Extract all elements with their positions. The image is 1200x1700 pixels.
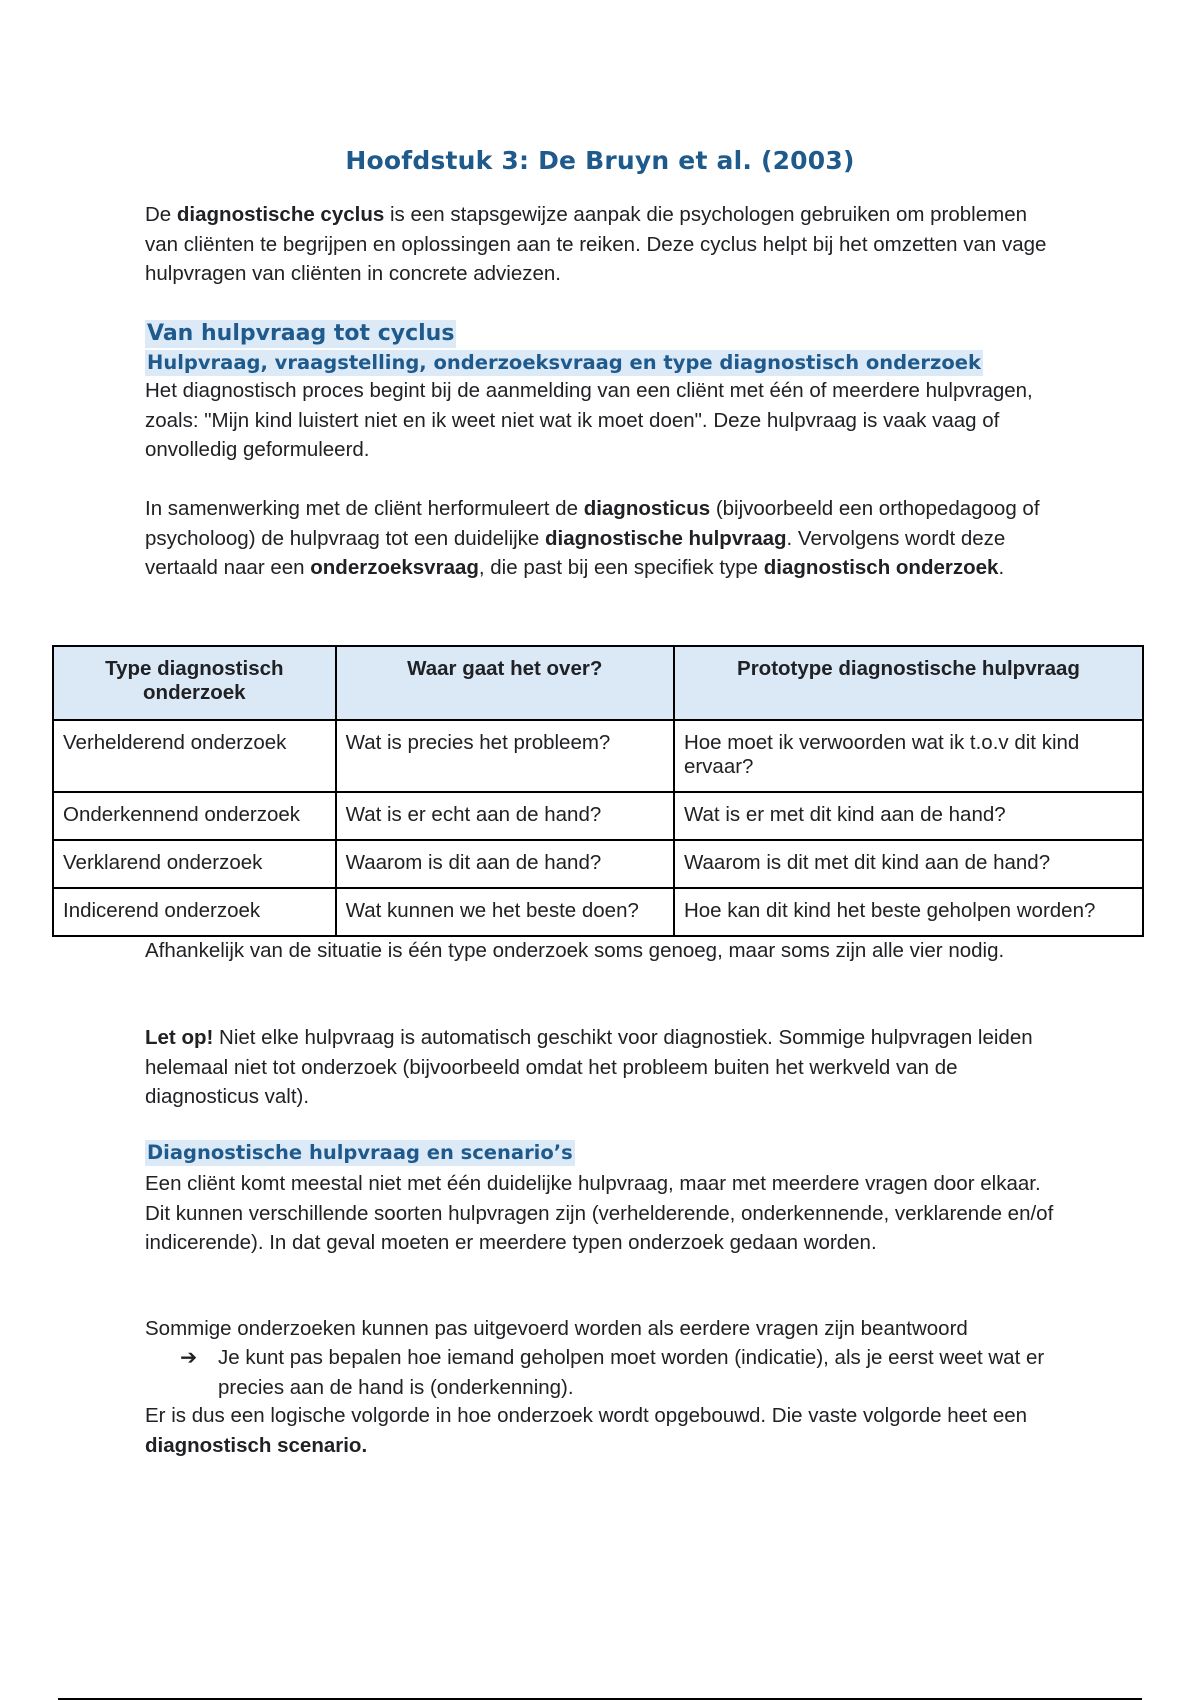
section-heading-1: Van hulpvraag tot cyclus [147,321,455,346]
table-row [53,840,1143,888]
intro-text: is een stapsgewijze aanpak die psychologen gebruiken om problemen van cliënten te begrijpen en oplossingen aan te reiken. Deze cyclus helpt bij het omzetten van vage hulpvragen van cliënten in concrete adviezen. [145,203,1047,285]
section-subheading-1: Hulpvraag, vraagstelling, onderzoeksvraag en type diagnostisch onderzoek [147,351,981,374]
bold-term: diagnostische hulpvraag [545,526,787,550]
table-cell: Indicerend onderzoek [53,888,336,936]
intro-paragraph [145,200,1065,289]
para-text: Er is dus een logische volgorde in hoe onderzoek wordt opgebouwd. Die vaste volgorde heet een [145,1404,1028,1427]
table-cell: Waarom is dit aan de hand? [336,840,674,888]
intro-text: De [145,203,177,226]
diagnostic-types-table [52,645,1144,937]
table-cell: Waarom is dit met dit kind aan de hand? [674,840,1143,888]
table-cell: Verklarend onderzoek [53,840,336,888]
para-text: . Vervolgens wordt deze vertaald naar een [145,526,1006,579]
para-text: (bijvoorbeeld een orthopedagoog of psycholoog) de hulpvraag tot een duidelijke [145,497,1040,550]
table-header-cell: Waar gaat het over? [336,646,674,720]
table-cell: Wat kunnen we het beste doen? [336,888,674,936]
section2-paragraph-3 [145,1401,1065,1460]
para-text: , die past bij een specifiek type [478,556,764,579]
table-cell: Onderkennend onderzoek [53,792,336,840]
note-paragraph [145,1023,1065,1112]
section2-paragraph-2: Sommige onderzoeken kunnen pas uitgevoerd worden als eerdere vragen zijn beantwoord [145,1317,968,1340]
table-cell: Verhelderend onderzoek [53,720,336,792]
bold-term: onderzoeksvraag [310,556,479,579]
after-table-paragraph: Afhankelijk van de situatie is één type onderzoek soms genoeg, maar soms zijn alle vier nodig. [145,939,1005,962]
table-header-row [53,646,1143,720]
table-cell: Wat is er met dit kind aan de hand? [674,792,1143,840]
section2-paragraph-1: Een cliënt komt meestal niet met één duidelijke hulpvraag, maar met meerdere vragen door elkaar. Dit kunnen verschillende soorten hulpvragen zijn (verhelderende, onderkennende, verklarende en/of indicerende). In dat geval moeten er meerdere typen onderzoek gedaan worden. [145,1172,1054,1254]
arrow-bullet-text: Je kunt pas bepalen hoe iemand geholpen moet worden (indicatie), als je eerst weet wat er precies aan de hand is (onderkenning). [218,1346,1045,1399]
table-row [53,720,1143,792]
table-cell: Wat is er echt aan de hand? [336,792,674,840]
table-cell: Hoe moet ik verwoorden wat ik t.o.v dit kind ervaar? [674,720,1143,792]
table-header-cell: Prototype diagnostische hulpvraag [674,646,1143,720]
section-heading-2: Diagnostische hulpvraag en scenario’s [147,1141,573,1164]
arrow-right-icon: ➔ [180,1346,198,1369]
table-header-cell: Type diagnostisch onderzoek [53,646,336,720]
bold-term: diagnostisch scenario. [145,1433,368,1457]
page-title: Hoofdstuk 3: De Bruyn et al. (2003) [345,146,855,175]
arrow-bullet [180,1343,1060,1403]
section1-paragraph-2 [145,494,1065,583]
table-cell: Wat is precies het probleem? [336,720,674,792]
table-cell: Hoe kan dit kind het beste geholpen worden? [674,888,1143,936]
table-row [53,888,1143,936]
para-text: In samenwerking met de cliënt herformuleert de [145,497,584,520]
note-bold-label: Let op! [145,1026,214,1049]
note-text: Niet elke hulpvraag is automatisch geschikt voor diagnostiek. Sommige hulpvragen leiden helemaal niet tot onderzoek (bijvoorbeeld omdat het probleem buiten het werkveld van de diagnosticus valt). [145,1026,1033,1108]
intro-bold-term: diagnostische cyclus [176,203,385,226]
bold-term: diagnostisch onderzoek [763,556,999,579]
bold-term: diagnosticus [583,497,711,520]
para-text: . [998,556,1005,579]
section1-paragraph-1: Het diagnostisch proces begint bij de aanmelding van een cliënt met één of meerdere hulpvragen, zoals: "Mijn kind luistert niet en ik weet niet wat ik moet doen". Deze hulpvraag is vaak vaag of onvolledig geformuleerd. [145,379,1033,461]
table-row [53,792,1143,840]
